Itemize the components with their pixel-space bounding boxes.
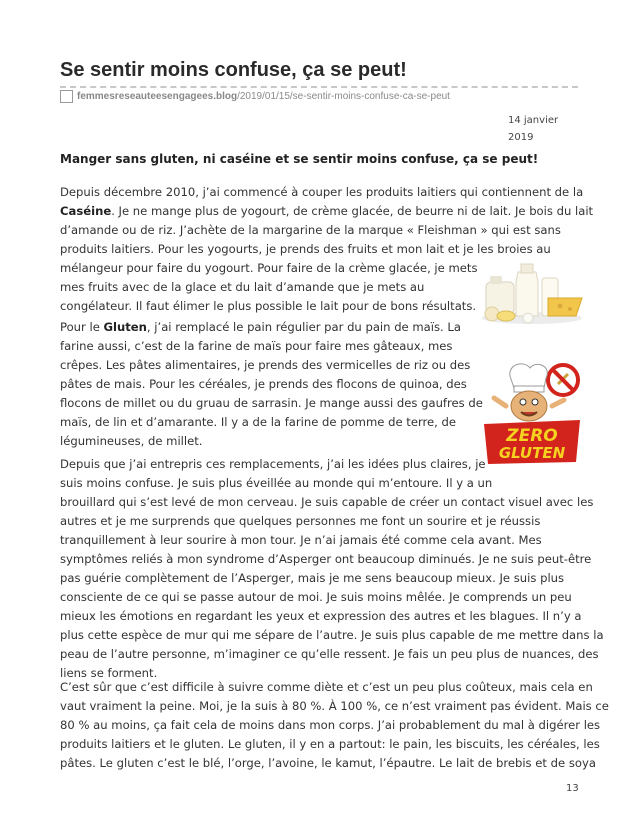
- paragraph-line: C’est sûr que c’est difficile à suivre comme diète et c’est un peu plus coûteux, mais cela en: [60, 680, 593, 694]
- paragraph-line: pâtes de mais. Pour les céréales, je prends des flocons de quinoa, des: [60, 377, 467, 391]
- source-url-text[interactable]: [77, 91, 450, 102]
- keyword-caseine: Caséine: [60, 204, 112, 218]
- paragraph-results: [60, 455, 604, 683]
- paragraph-line: crêpes. Les pâtes alimentaires, je prends des vermicelles de riz ou des: [60, 358, 471, 372]
- source-url[interactable]: [60, 89, 450, 103]
- paragraph-line: congélateur. Il faut élimer le plus possible le lait pour de bons résultats.: [60, 299, 477, 313]
- paragraph-line: mieux les émotions en regardant les yeux et expression des autres et les blagues. Il n’y a: [60, 609, 582, 623]
- paragraph-line: flocons de millet ou du gruau de sarrasin. Je mange aussi des gaufres de: [60, 396, 483, 410]
- paragraph-line: Depuis que j’ai entrepris ces remplacements, j’ai les idées plus claires, je: [60, 457, 486, 471]
- paragraph-line: peau de l’autre personne, m’imaginer ce qu’elle ressent. Je fais un peu plus de nuances, des: [60, 647, 599, 661]
- paragraph-line: consciente de ce qui se passe autour de moi. Je suis moins mêlée. Je comprends un peu: [60, 590, 572, 604]
- paragraph-line: pâtes. Le gluten c’est le blé, l’orge, l’avoine, le kamut, l’épautre. Le lait de brebis et de soya: [60, 756, 596, 770]
- paragraph-line: liens se forment.: [60, 666, 158, 680]
- badge-word-gluten: GLUTEN: [498, 444, 566, 462]
- paragraph-line: mélangeur pour faire du yogourt. Pour faire de la crème glacée, je mets: [60, 261, 478, 275]
- dairy-products-image: [478, 252, 586, 326]
- source-domain[interactable]: femmesreseauteesengagees.blog: [77, 90, 238, 102]
- paragraph-line: suis moins confuse. Je suis plus éveillée au monde qui m’entoure. Il y a un: [60, 476, 493, 490]
- paragraph-line: d’amande ou de riz. J’achète de la margarine de la marque « Fleishman » qui est sans: [60, 223, 561, 237]
- paragraph-line: pas guérie complètement de l’Asperger, mais je me sens beaucoup mieux. Je suis plus: [60, 571, 565, 585]
- paragraph-line: légumineuses, de millet.: [60, 434, 203, 448]
- paragraph-line: 80 % au moins, ça fait cela de moins dans mon corps. J’ai probablement du mal à digérer les: [60, 718, 601, 732]
- zero-gluten-badge-image: [478, 358, 586, 468]
- paragraph-line: symptômes reliés à mon syndrome d’Asperger ont beaucoup diminués. Je ne suis peut-être: [60, 552, 592, 566]
- page-title: Se sentir moins confuse, ça se peut!: [60, 59, 407, 81]
- badge-word-zero: ZERO: [506, 426, 558, 446]
- paragraph-line: Depuis décembre 2010, j’ai commencé à couper les produits laitiers qui contiennent de la: [60, 185, 584, 199]
- paragraph-line-rest: . Je ne mange plus de yogourt, de crème glacée, de beurre ni de lait. Je bois du lait: [111, 204, 594, 218]
- date-year: 2019: [508, 132, 534, 143]
- paragraph-line: vaut vraiment la peine. Moi, je la suis à 80 %. À 100 %, ce n’est vraiment pas évident. Mais ce: [60, 699, 609, 713]
- paragraph-line: produits laitiers et le gluten. Le gluten, il y en a partout: le pain, les biscuits, les céréales, les: [60, 737, 600, 751]
- paragraph-line-rest: , j’ai remplacé le pain régulier par du pain de maïs. La: [146, 320, 461, 334]
- paragraph-line: maïs, de lin et d’amarante. Il y a de la farine de pomme de terre, de: [60, 415, 457, 429]
- paragraph-line: tranquillement à leur sourire à mon tour. Je n’ai jamais été comme cela avant. Mes: [60, 533, 542, 547]
- post-date: [508, 112, 578, 146]
- paragraph-line: brouillard qui s’est levé de mon cerveau. Je suis capable de créer un contact visuel avec les: [60, 495, 594, 509]
- paragraph-line-start: Pour le: [60, 320, 104, 334]
- paragraph-line: produits laitiers. Pour les yogourts, je prends des fruits et mon lait et je les broies au: [60, 242, 551, 256]
- date-day-month: 14 janvier: [508, 115, 559, 126]
- paragraph-line: autres et je me surprends que quelques personnes me font un sourire et je réussis: [60, 514, 541, 528]
- paragraph-line: plus cette espèce de mur qui me sépare de l’autre. Je suis plus capable de me mettre dans la: [60, 628, 604, 642]
- paragraph-diet: [60, 678, 609, 773]
- paragraph-line: mes fruits avec de la glace et du lait d’amande que je mets au: [60, 280, 425, 294]
- lead-heading: Manger sans gluten, ni caséine et se sentir moins confuse, ça se peut!: [60, 152, 539, 166]
- paragraph-line: [60, 202, 594, 221]
- paragraph-line: farine aussi, c’est de la farine de maïs pour faire mes gâteaux, mes: [60, 339, 453, 353]
- source-path[interactable]: /2019/01/15/se-sentir-moins-confuse-ca-se-peut: [237, 90, 450, 102]
- page-number: 13: [566, 783, 579, 794]
- link-favicon-icon: [60, 90, 73, 103]
- title-divider: [60, 86, 578, 88]
- keyword-gluten: Gluten: [103, 320, 147, 334]
